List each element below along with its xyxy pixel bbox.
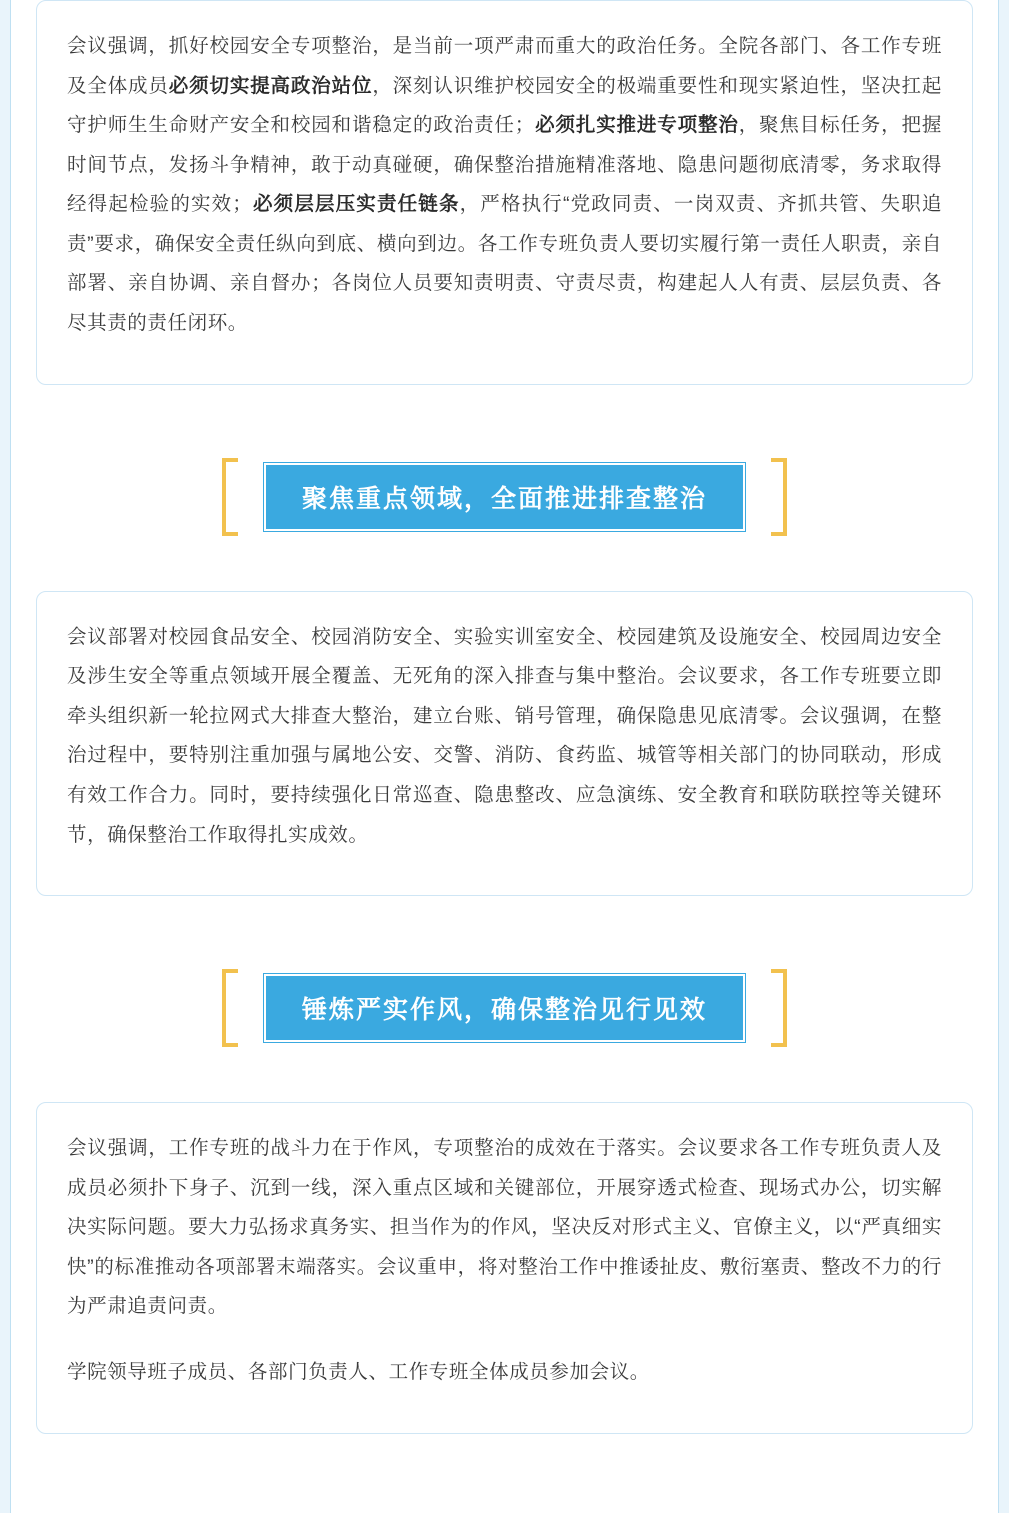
spacer xyxy=(36,1434,973,1474)
bracket-right-decoration xyxy=(771,969,787,1047)
emphasis-text: 必须切实提高政治站位 xyxy=(168,74,373,97)
spacer xyxy=(36,531,973,591)
section-heading-inner xyxy=(222,463,787,531)
paragraph xyxy=(67,1353,942,1393)
paragraph xyxy=(67,27,942,344)
body-text: ，深刻认识维护校园安全的极端重要性和现实紧迫性，坚决扛起守护师生生命财产安全和校园和谐稳定的政治责任； xyxy=(67,74,942,137)
paragraph xyxy=(67,618,942,855)
body-text: ，聚焦目标任务，把握时间节点，发扬斗争精神，敢于动真碰硬，确保整治措施精准落地、隐患问题彻底清零，务求取得经得起检验的实效； xyxy=(67,114,942,216)
section-heading-inner xyxy=(222,974,787,1042)
body-text: 会议强调，抓好校园安全专项整治，是当前一项严肃而重大的政治任务。全院各部门、各工作专班及全体成员 xyxy=(67,35,942,97)
bracket-left-decoration xyxy=(222,969,238,1047)
section-heading-label: 锤炼严实作风，确保整治见行见效 xyxy=(264,974,745,1042)
spacer xyxy=(36,896,973,974)
section-heading-2 xyxy=(36,463,973,531)
body-text: 会议强调，工作专班的战斗力在于作风，专项整治的成效在于落实。会议要求各工作专班负责人及成员必须扑下身子、沉到一线，深入重点区域和关键部位，开展穿透式检查、现场式办公，切实解决实际问题。要大力弘扬求真务实、担当作为的作风，坚决反对形式主义、官僚主义，以“严真细实快”的标准推动各项部署末端落实。会议重申，将对整治工作中推诿扯皮、敷衍塞责、整改不力的行为严肃追责问责。 xyxy=(67,1137,942,1318)
bracket-left-decoration xyxy=(222,458,238,536)
section-heading-label: 聚焦重点领域，全面推进排查整治 xyxy=(264,463,745,531)
spacer xyxy=(36,1042,973,1102)
emphasis-text: 必须层层压实责任链条 xyxy=(252,193,460,216)
body-text: 学院领导班子成员、各部门负责人、工作专班全体成员参加会议。 xyxy=(67,1360,650,1383)
section-heading-3 xyxy=(36,974,973,1042)
content-card-3 xyxy=(36,1102,973,1433)
body-text: ，严格执行“党政同责、一岗双责、齐抓共管、失职追责”要求，确保安全责任纵向到底、横向到边。各工作专班负责人要切实履行第一责任人职责，亲自部署、亲自协调、亲自督办；各岗位人员要知责明责、守责尽责，构建起人人有责、层层负责、各尽其责的责任闭环。 xyxy=(67,193,942,335)
spacer xyxy=(36,385,973,463)
paragraph xyxy=(67,1129,942,1327)
emphasis-text: 必须扎实推进专项整治 xyxy=(534,114,739,137)
bracket-right-decoration xyxy=(771,458,787,536)
body-text: 会议部署对校园食品安全、校园消防安全、实验实训室安全、校园建筑及设施安全、校园周边安全及涉生安全等重点领域开展全覆盖、无死角的深入排查与集中整治。会议要求，各工作专班要立即牵头组织新一轮拉网式大排查大整治，建立台账、销号管理，确保隐患见底清零。会议强调，在整治过程中，要特别注重加强与属地公安、交警、消防、食药监、城管等相关部门的协同联动，形成有效工作合力。同时，要持续强化日常巡查、隐患整改、应急演练、安全教育和联防联控等关键环节，确保整治工作取得扎实成效。 xyxy=(67,625,942,846)
content-card-2 xyxy=(36,591,973,896)
content-card-1 xyxy=(36,0,973,385)
